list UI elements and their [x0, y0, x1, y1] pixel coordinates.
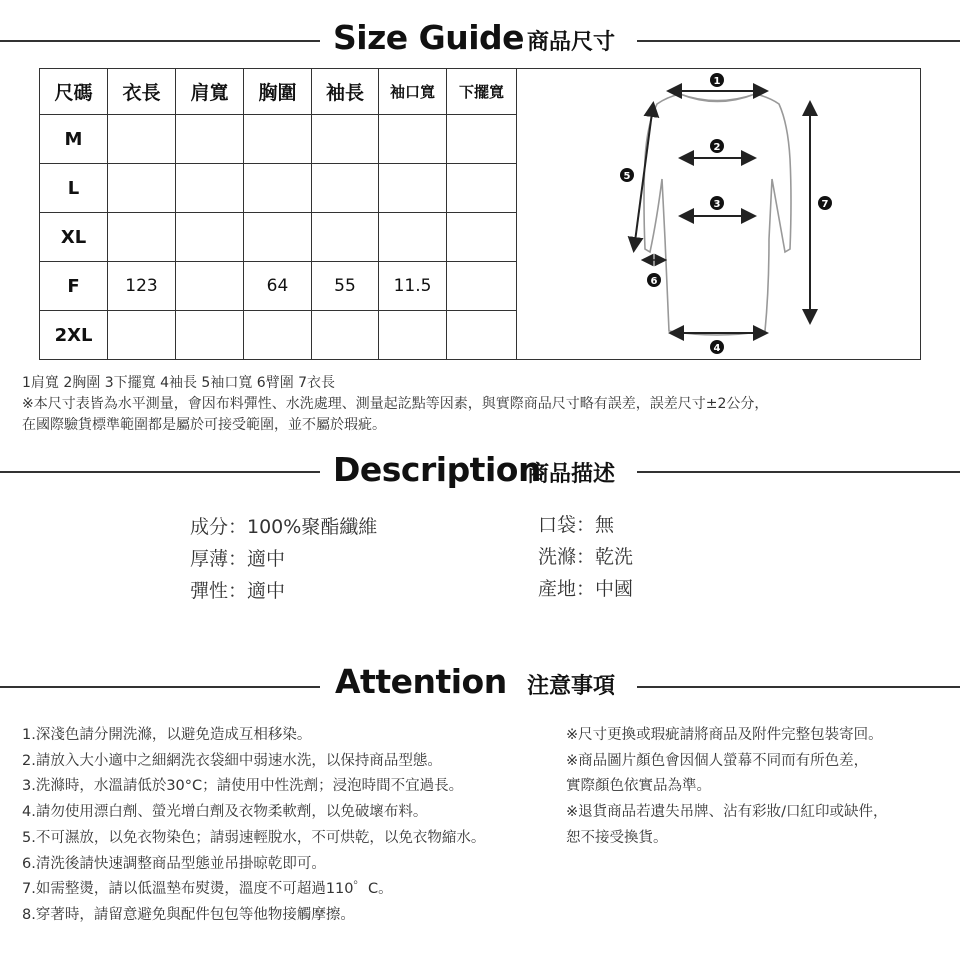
list-item: 恕不接受換貨。 — [566, 829, 668, 846]
size-guide-title: Size Guide — [333, 18, 525, 57]
table-cell — [108, 311, 176, 360]
col-header-length: 衣長 — [108, 69, 176, 115]
attention-header — [0, 652, 960, 712]
header-rule-right — [637, 686, 960, 688]
size-cell: F — [40, 262, 108, 311]
desc-thickness: 厚薄：適中 — [190, 548, 286, 570]
table-row — [40, 164, 517, 213]
table-cell — [244, 164, 312, 213]
neckline — [680, 94, 755, 101]
measurement-note-line-2: 在國際驗貨標準範圍都是屬於可接受範圍，並不屬於瑕疵。 — [22, 417, 386, 433]
header-rule-right — [637, 40, 960, 42]
header-rule-left — [0, 471, 320, 473]
col-header-sleeve: 袖長 — [312, 69, 379, 115]
attention-title-zh: 注意事項 — [527, 674, 616, 699]
table-cell — [108, 213, 176, 262]
size-guide-header — [0, 10, 960, 70]
svg-text:2: 2 — [713, 142, 721, 153]
marker-1 — [710, 73, 724, 87]
table-cell — [108, 164, 176, 213]
table-cell: 123 — [108, 262, 176, 311]
size-cell: 2XL — [40, 311, 108, 360]
table-cell — [176, 262, 244, 311]
list-item: ※商品圖片顏色會因個人螢幕不同而有所色差， — [566, 752, 869, 769]
svg-text:4: 4 — [713, 343, 721, 354]
list-item: 7.如需整燙，請以低溫墊布熨燙，溫度不可超過110゜C。 — [22, 881, 393, 898]
table-cell — [176, 115, 244, 164]
col-header-hem: 下擺寬 — [447, 69, 517, 115]
arrow-sleeve — [634, 105, 653, 249]
list-item: 5.不可濕放，以免衣物染色；請弱速輕脫水，不可烘乾，以免衣物縮水。 — [22, 829, 486, 846]
svg-text:3: 3 — [713, 199, 721, 210]
table-row — [40, 262, 517, 311]
size-cell: M — [40, 115, 108, 164]
table-cell — [379, 311, 447, 360]
svg-text:1: 1 — [713, 76, 721, 87]
size-table-header-row — [40, 69, 517, 115]
table-cell — [176, 164, 244, 213]
list-item: ※退貨商品若遺失吊牌、沾有彩妝/口紅印或缺件， — [566, 804, 888, 821]
table-cell — [379, 213, 447, 262]
size-cell: XL — [40, 213, 108, 262]
marker-5 — [620, 168, 634, 182]
measurement-diagram — [516, 68, 921, 360]
table-cell — [447, 115, 517, 164]
attention-right-list — [566, 723, 888, 852]
description-title: Description — [333, 450, 541, 489]
table-cell — [244, 213, 312, 262]
svg-text:5: 5 — [623, 171, 631, 182]
description-header — [0, 442, 960, 502]
svg-text:7: 7 — [821, 199, 829, 210]
header-rule-left — [0, 40, 320, 42]
col-header-cuff: 袖口寬 — [379, 69, 447, 115]
table-cell: 55 — [312, 262, 379, 311]
table-cell: 64 — [244, 262, 312, 311]
table-row — [40, 115, 517, 164]
marker-7 — [818, 196, 832, 210]
table-cell — [447, 164, 517, 213]
table-cell — [312, 311, 379, 360]
list-item: 實際顏色依實品為準。 — [566, 778, 711, 795]
measurement-legend: 1肩寬 2胸圍 3下擺寬 4袖長 5袖口寬 6臂圍 7衣長 — [22, 375, 336, 391]
table-row — [40, 213, 517, 262]
size-cell: L — [40, 164, 108, 213]
desc-origin: 產地：中國 — [538, 578, 634, 600]
table-cell — [379, 115, 447, 164]
marker-3 — [710, 196, 724, 210]
col-header-shoulder: 肩寬 — [176, 69, 244, 115]
description-title-zh: 商品描述 — [527, 462, 616, 487]
table-cell: 11.5 — [379, 262, 447, 311]
table-cell — [379, 164, 447, 213]
table-row — [40, 311, 517, 360]
desc-material: 成分：100%聚酯纖維 — [190, 516, 378, 538]
table-cell — [244, 311, 312, 360]
table-cell — [447, 311, 517, 360]
list-item: 4.請勿使用漂白劑、螢光增白劑及衣物柔軟劑，以免破壞布料。 — [22, 804, 428, 821]
marker-4 — [710, 340, 724, 354]
svg-text:6: 6 — [650, 276, 658, 287]
dress-outline — [644, 94, 791, 335]
list-item: 2.請放入大小適中之細網洗衣袋細中弱速水洗，以保持商品型態。 — [22, 752, 442, 769]
desc-pocket: 口袋：無 — [538, 514, 615, 536]
size-notes — [22, 373, 768, 436]
measurement-note-line-1: ※本尺寸表皆為水平測量，會因布料彈性、水洗處理、測量起訖點等因素，與實際商品尺寸略有誤差，誤差尺寸±2公分， — [22, 396, 769, 412]
col-header-size: 尺碼 — [40, 69, 108, 115]
size-guide-title-zh: 商品尺寸 — [527, 30, 616, 55]
marker-2 — [710, 139, 724, 153]
attention-title: Attention — [335, 662, 507, 701]
dress-diagram-svg — [517, 69, 919, 358]
attention-left-list — [22, 723, 485, 929]
list-item: 8.穿著時，請留意避免與配件包包等他物接觸摩擦。 — [22, 906, 355, 923]
table-cell — [244, 115, 312, 164]
table-cell — [312, 164, 379, 213]
marker-6 — [647, 273, 661, 287]
header-rule-left — [0, 686, 320, 688]
table-cell — [176, 213, 244, 262]
size-table — [39, 68, 517, 360]
desc-elasticity: 彈性：適中 — [190, 580, 286, 602]
desc-washing: 洗滌：乾洗 — [538, 546, 634, 568]
list-item: 1.深淺色請分開洗滌，以避免造成互相移染。 — [22, 727, 312, 743]
table-cell — [108, 115, 176, 164]
table-cell — [176, 311, 244, 360]
table-cell — [447, 262, 517, 311]
table-cell — [312, 213, 379, 262]
table-cell — [447, 213, 517, 262]
col-header-chest: 胸圍 — [244, 69, 312, 115]
list-item: 6.清洗後請快速調整商品型態並吊掛晾乾即可。 — [22, 855, 326, 872]
list-item: ※尺寸更換或瑕疵請將商品及附件完整包裝寄回。 — [566, 727, 883, 743]
table-cell — [312, 115, 379, 164]
header-rule-right — [637, 471, 960, 473]
list-item: 3.洗滌時，水溫請低於30°C；請使用中性洗劑；浸泡時間不宜過長。 — [22, 778, 464, 795]
